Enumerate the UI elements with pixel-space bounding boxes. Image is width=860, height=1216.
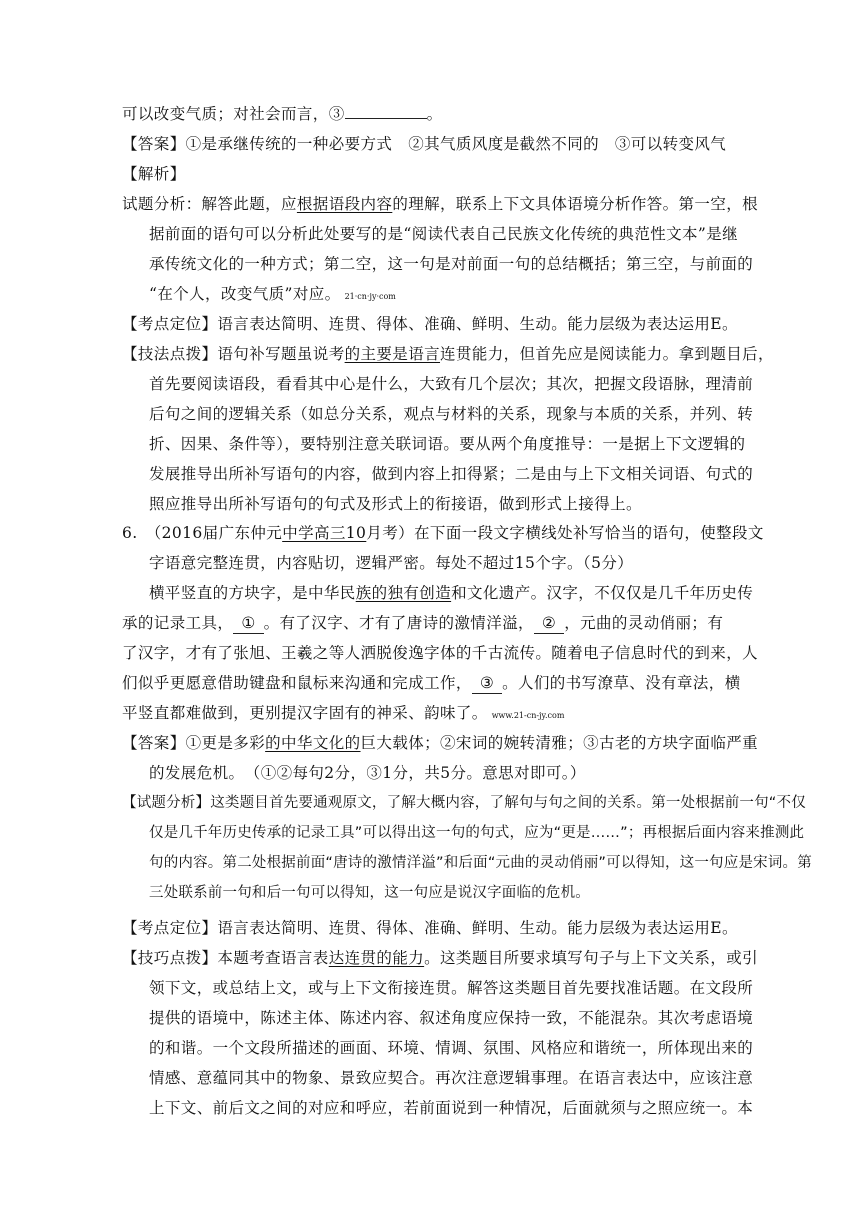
q6-analysis-line-4: 三处联系前一句和后一句可以得知，这一句应是说汉字面临的危机。 (149, 885, 590, 901)
q6-passage-line-3: 了汉字，才有了张旭、王羲之等人洒脱俊逸字体的千古流传。随着电子信息时代的到来，人 (122, 644, 759, 662)
q6-jiqiao-line-6: 上下文、前后文之间的对应和呼应，若前面说到一种情况，后面就须与之照应统一。本 (149, 1099, 754, 1117)
q5-jifa-line-3: 后句之间的逻辑关系（如总分关系，观点与材料的关系，现象与本质的关系，并列、转 (149, 405, 754, 423)
q5-analysis-line-4 (149, 284, 396, 307)
text: 承的记录工具， (122, 614, 234, 632)
underlined-text: 达连贯的能力 (328, 949, 425, 967)
q5-jifa-line-5: 发展推导出所补写语句的内容，做到内容上扣得紧；二是由与上下文相关词语、句式的 (149, 465, 754, 483)
q6-analysis-line-1: 【试题分析】这类题目首先要通观原文，了解大概内容，了解句与句之间的关系。第一处根据前一句“不仅 (122, 795, 806, 811)
watermark-text: 21·cn·jy·com (344, 292, 396, 301)
q5-analysis-line-1 (122, 194, 758, 214)
q6-passage-line-1 (149, 583, 753, 603)
kaodian-text: 语言表达简明、连贯、得体、准确、鲜明、生动。能力层级为表达运用E。 (217, 919, 738, 937)
q5-answer (122, 134, 726, 154)
blank-2: ② (534, 613, 564, 634)
q6-jiqiao-line-2: 领下文，或总结上文，或与上下文衔接连贯。解答这类题目首先要找准话题。在文段所 (149, 979, 754, 997)
text: 平竖直都难做到，更别提汉字固有的神采、韵味了。 (122, 704, 488, 722)
text: 。有了汉字、才有了唐诗的激情洋溢， (263, 614, 534, 632)
text: 。这类题目所要求填写句子与上下文关系，或引 (424, 949, 759, 967)
q5-tail-line (122, 104, 443, 124)
underlined-text: 根据语段内容 (296, 195, 393, 213)
text: 6. （2016届广东仲元 (122, 524, 283, 542)
q6-stem-line-1 (122, 523, 764, 543)
q6-jiqiao-line-1 (122, 948, 758, 968)
kaodian-label: 【考点定位】 (122, 315, 218, 333)
text: 月考）在下面一段文字横线处补写恰当的语句，使整段文 (366, 524, 764, 542)
text: 的理解，联系上下文具体语境分析作答。第一空，根 (392, 195, 759, 213)
q5-jifa-line-1 (122, 344, 774, 364)
underlined-text: 的中华文化的 (265, 734, 361, 752)
underlined-text: 族的独有创造 (355, 584, 452, 602)
jiqiao-label: 【技巧点拨】 (122, 949, 218, 967)
q6-passage-line-5 (122, 703, 564, 726)
q6-analysis-line-2: 仅是几千年历史传承的记录工具”可以得出这一句的句式，应为“更是……”；再根据后面内容来推测此 (149, 825, 805, 841)
q5-kaodian (122, 314, 738, 334)
watermark-text: www.21-cn-jy.com (491, 711, 565, 720)
blank-3: ③ (472, 673, 502, 694)
text: ，元曲的灵动俏丽；有 (564, 614, 724, 632)
text: ①更是多彩 (185, 734, 266, 752)
q5-tail-text: 可以改变气质；对社会而言，③ (122, 105, 345, 123)
q5-analysis-line-2: 据前面的语句可以分析此处要写的是“阅读代表自己民族文化传统的典范性文本”是继 (149, 225, 739, 243)
q6-kaodian (122, 918, 738, 938)
q6-answer-line-1 (122, 733, 758, 753)
q6-jiqiao-line-5: 情感、意蕴同其中的物象、景致应契合。再次注意逻辑事理。在语言表达中，应该注意 (149, 1069, 754, 1087)
answer-label: 【答案】 (122, 135, 186, 153)
blank-1: ① (233, 613, 263, 634)
kaodian-label: 【考点定位】 (122, 919, 218, 937)
q6-passage-line-2 (122, 613, 723, 634)
text: 语句补写题虽说考 (217, 345, 345, 363)
text: 和文化遗产。汉字，不仅仅是几千年历史传 (451, 584, 754, 602)
text: 们似乎更愿意借助键盘和鼠标来沟通和完成工作， (122, 674, 472, 692)
text: 。人们的书写潦草、没有章法，横 (502, 674, 741, 692)
q6-passage-line-4 (122, 673, 741, 694)
underlined-text: 的主要是语言 (344, 345, 441, 363)
answer-label: 【答案】 (122, 734, 186, 752)
text: 巨大载体；②宋词的婉转清雅；③古老的方块字面临严重 (360, 734, 759, 752)
q6-jiqiao-line-4: 的和谐。一个文段所描述的画面、环境、情调、氛围、风格应和谐统一，所体现出来的 (149, 1039, 754, 1057)
text: “在个人，改变气质”对应。 (149, 285, 341, 303)
q5-answer-blank (345, 104, 427, 119)
underlined-text: 中学高三10 (282, 524, 367, 542)
text: 试题分析：解答此题，应 (122, 195, 297, 213)
q5-jifa-line-2: 首先要阅读语段，看看其中心是什么，大致有几个层次；其次，把握文段语脉，理清前 (149, 375, 754, 393)
q5-jiexi-label: 【解析】 (122, 165, 186, 183)
q6-stem-line-2: 字语意完整连贯，内容贴切，逻辑严密。每处不超过15个字。（5分） (149, 554, 634, 572)
q6-answer-line-2: 的发展危机。 （①②每句2分，③1分，共5分。意思对即可。） (149, 764, 586, 782)
q6-jiqiao-line-3: 提供的语境中，陈述主体、陈述内容、叙述角度应保持一致，不能混杂。其次考虑语境 (149, 1009, 754, 1027)
q5-jifa-line-6: 照应推导出所补写语句的句式及形式上的衔接语，做到形式上接得上。 (149, 495, 642, 513)
q5-analysis-line-3: 承传统文化的一种方式；第二空，这一句是对前面一句的总结概括；第三空，与前面的 (149, 255, 754, 273)
q5-jifa-line-4: 折、因果、条件等），要特别注意关联词语。要从两个角度推导：一是据上下文逻辑的 (149, 435, 746, 453)
text: 横平竖直的方块字，是中华民 (149, 584, 356, 602)
q6-analysis-line-3: 句的内容。第二处根据前面“唐诗的激情洋溢”和后面“元曲的灵动俏丽”可以得知，这一句应是宋词。第 (149, 855, 812, 871)
q5-tail-end: 。 (426, 105, 443, 123)
answer-text: ①是承继传统的一种必要方式 ②其气质风度是截然不同的 ③可以转变风气 (185, 135, 727, 153)
jifa-label: 【技法点拨】 (122, 345, 218, 363)
text: 本题考查语言表 (217, 949, 329, 967)
text: 连贯能力，但首先应是阅读能力。拿到题目后， (440, 345, 774, 363)
kaodian-text: 语言表达简明、连贯、得体、准确、鲜明、生动。能力层级为表达运用E。 (217, 315, 738, 333)
